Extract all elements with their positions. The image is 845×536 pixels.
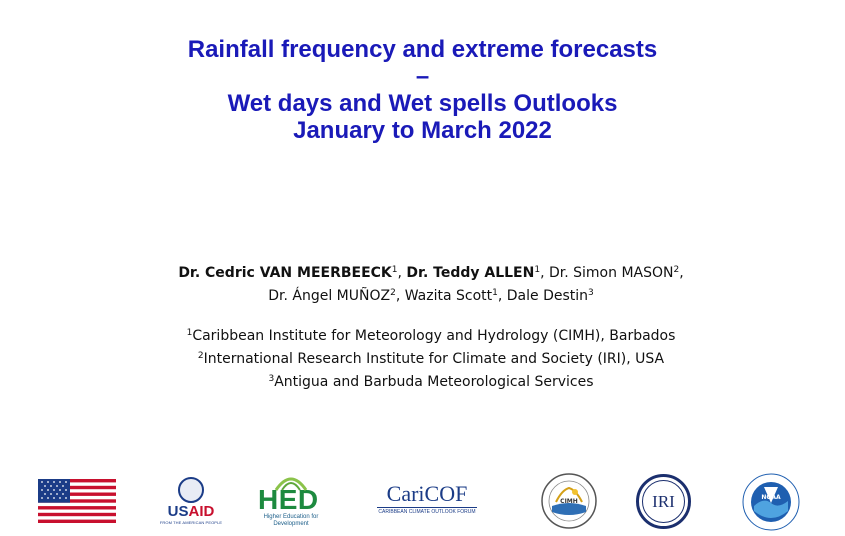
author-list [0,262,845,308]
author-name: Dr. Teddy ALLEN [406,265,535,281]
author-name: Dr. Ángel MUÑOZ [268,288,391,304]
author-name: Dr. Simon MASON [548,265,674,281]
title-line-3: Wet days and Wet spells Outlooks [227,90,618,117]
affiliation-sup: 1 [186,328,193,338]
caricof-wordmark: CariCOF [386,481,468,506]
hed-logo [258,472,324,534]
affiliation-list [0,325,845,394]
author-affil-sup: 1 [534,265,541,275]
hed-subtitle: Higher Education for Development [263,514,319,527]
affiliation-sup: 2 [197,351,204,361]
affiliation-item [0,348,845,371]
usaid-tagline: FROM THE AMERICAN PEOPLE [159,520,223,525]
title-line-4: January to March 2022 [293,117,552,144]
author-affil-sup: 3 [588,288,594,298]
affiliation-text: Caribbean Institute for Meteorology and Hydrology (CIMH), Barbados [192,328,676,344]
usaid-wordmark: USAID [167,503,215,520]
affiliation-item [0,325,845,348]
caricof-logo [373,482,481,522]
affiliation-item [0,371,845,394]
usaid-logo [158,477,224,527]
iri-logo-icon [636,474,691,529]
hed-leaf-icon [258,472,324,492]
author-name: Wazita Scott [404,288,493,304]
usaid-seal-icon [178,477,204,503]
author-affil-sup: 2 [390,288,396,298]
author-name: Dr. Cedric VAN MEERBEECK [178,265,392,281]
affiliation-text: Antigua and Barbuda Meteorological Services [274,374,594,390]
author-affil-sup: 1 [391,265,398,275]
affiliation-sup: 3 [268,374,275,384]
author-line-2: Dr. Ángel MUÑOZ$^2$, Wazita Scott$^1$, Dale Destin$^3$ [268,288,594,304]
author-affil-sup: 2 [673,265,680,275]
hed-wordmark: HED [258,484,319,515]
noaa-label: NOAA [761,494,781,501]
affiliation-text: International Research Institute for Climate and Society (IRI), USA [203,351,665,367]
cimh-label: CIMH [560,498,578,505]
caricof-tagline: CARIBBEAN CLIMATE OUTLOOK FORUM [378,509,476,515]
author-name: Dale Destin [506,288,589,304]
caricof-divider [377,507,477,508]
cimh-seal-icon [540,472,598,530]
noaa-logo-icon [742,473,800,531]
iri-label: IRI [652,492,675,511]
title-line-2: – [415,63,430,90]
author-line-1: Dr. Cedric VAN MEERBEECK$^1$, Dr. Teddy ALLEN$^1$, Dr. Simon MASON$^2$, [178,265,684,281]
author-affil-sup: 1 [492,288,498,298]
slide-title [0,36,845,144]
title-line-1: Rainfall frequency and extreme forecasts [187,36,658,63]
us-flag-icon [38,479,116,523]
